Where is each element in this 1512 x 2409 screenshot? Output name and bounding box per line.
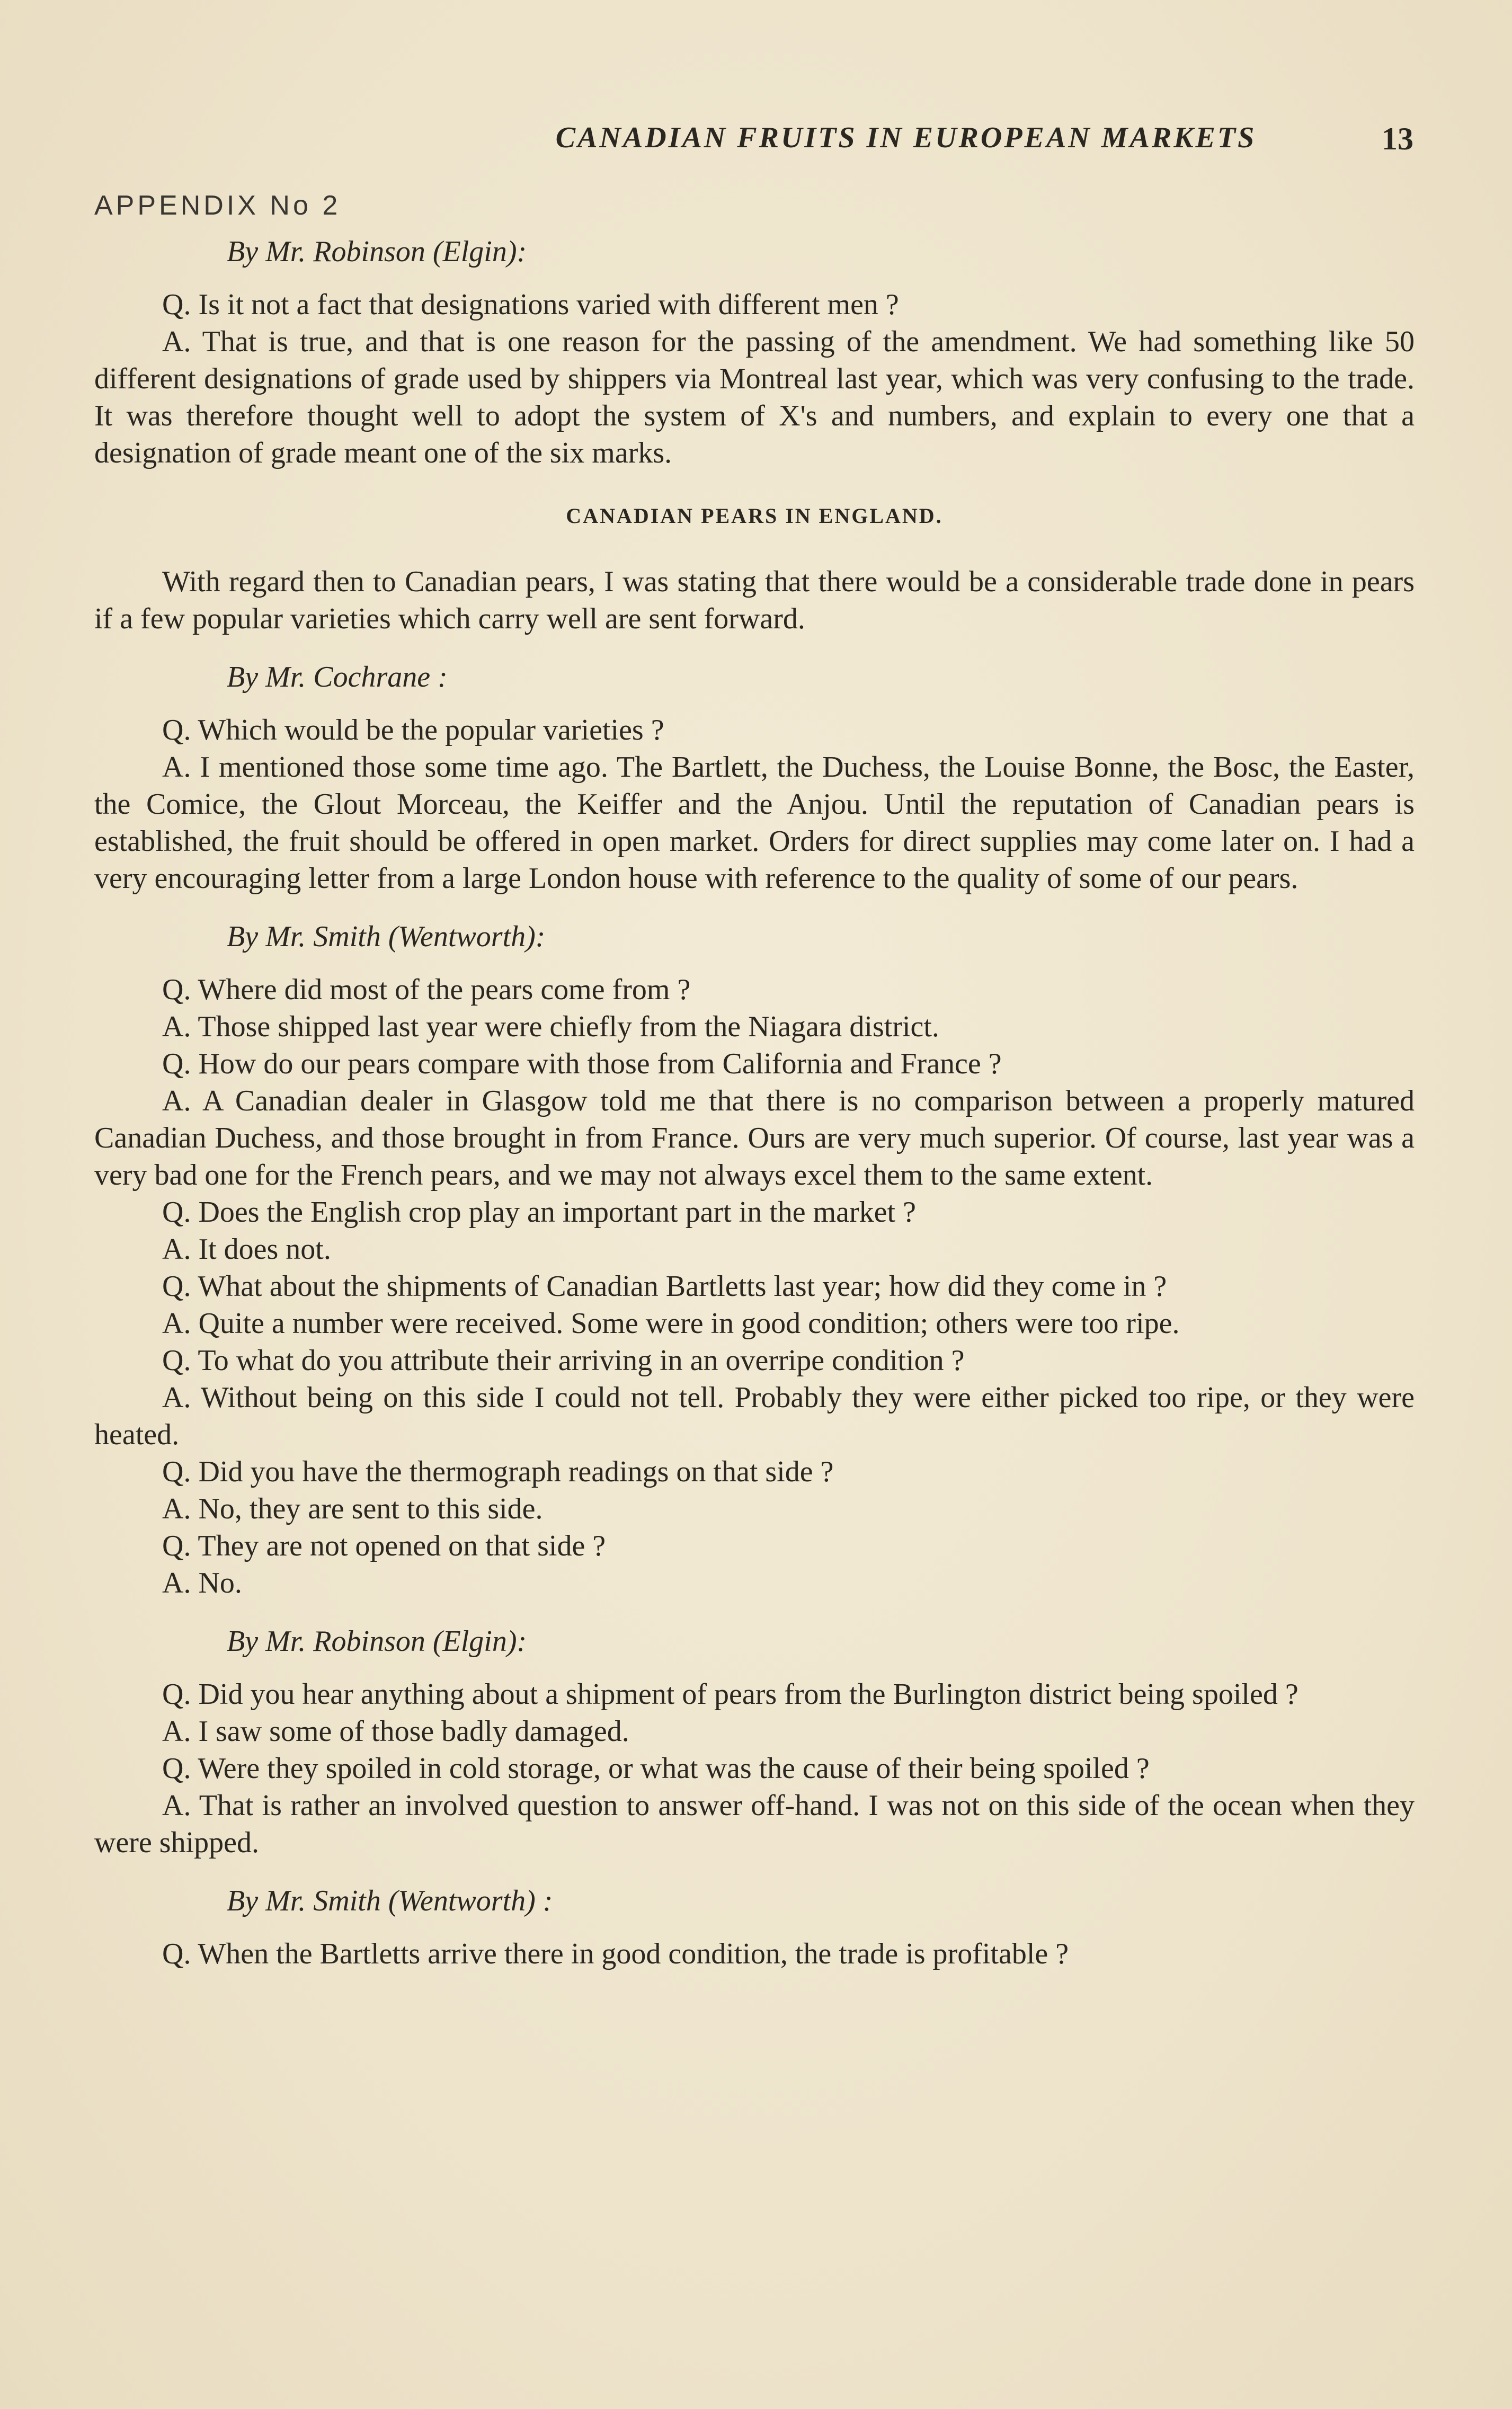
speaker-heading: By Mr. Smith (Wentworth):	[227, 920, 546, 953]
question-line: Q. Were they spoiled in cold storage, or what was the cause of their being spoiled ?	[162, 1752, 1150, 1785]
answer-line: A. No.	[162, 1567, 242, 1599]
speaker-heading: By Mr. Cochrane :	[227, 661, 448, 694]
question-line: Q. They are not opened on that side ?	[162, 1530, 606, 1562]
question-line: Q. When the Bartletts arrive there in good condition, the trade is profitable ?	[162, 1937, 1069, 1970]
answer-paragraph: A. That is true, and that is one reason for the passing of the amendment. We had something like 50 different designations of grade used by shippers via Montreal last year, which was very confusing to the trade. It was therefore thought well to adopt the system of X's and numbers, and explain to every one that a designation of grade meant one of the six marks.	[94, 325, 1415, 469]
speaker-heading: By Mr. Robinson (Elgin):	[227, 1625, 527, 1658]
answer-line: A. No, they are sent to this side.	[162, 1492, 543, 1525]
answer-line: A. It does not.	[162, 1233, 331, 1266]
answer-line: A. Those shipped last year were chiefly from the Niagara district.	[162, 1010, 939, 1043]
question-line: Q. Does the English crop play an important part in the market ?	[162, 1196, 916, 1229]
answer-paragraph: A. That is rather an involved question to answer off-hand. I was not on this side of the ocean when they were shipped.	[94, 1789, 1415, 1859]
question-line: Q. What about the shipments of Canadian Bartletts last year; how did they come in ?	[162, 1270, 1167, 1303]
question-line: Q. To what do you attribute their arriving in an overripe condition ?	[162, 1344, 965, 1377]
question-line: Q. How do our pears compare with those from California and France ?	[162, 1047, 1002, 1080]
answer-paragraph: A. A Canadian dealer in Glasgow told me that there is no comparison between a properly matured Canadian Duchess, and those brought in from France. Ours are very much superior. Of course, last year was a very bad one for the French pears, and we may not always excel them to the same extent.	[94, 1085, 1415, 1192]
question-line: Q. Did you have the thermograph readings on that side ?	[162, 1455, 834, 1488]
answer-line: A. I saw some of those badly damaged.	[162, 1715, 629, 1748]
speaker-heading: By Mr. Robinson (Elgin):	[227, 235, 527, 268]
page-number: 13	[1382, 121, 1413, 156]
answer-paragraph: A. Without being on this side I could not tell. Probably they were either picked too ripe, or they were heated.	[94, 1381, 1415, 1451]
question-line: Q. Where did most of the pears come from ?	[162, 973, 691, 1006]
question-line: Q. Did you hear anything about a shipment of pears from the Burlington district being spoiled ?	[162, 1678, 1298, 1711]
question-line: Q. Is it not a fact that designations varied with different men ?	[162, 288, 899, 321]
speaker-heading: By Mr. Smith (Wentworth) :	[227, 1884, 553, 1917]
section-heading: CANADIAN PEARS IN ENGLAND.	[566, 504, 943, 528]
narrative-paragraph: With regard then to Canadian pears, I was stating that there would be a considerable trade done in pears if a few popular varieties which carry well are sent forward.	[94, 565, 1415, 635]
answer-paragraph: A. I mentioned those some time ago. The Bartlett, the Duchess, the Louise Bonne, the Bosc, the Easter, the Comice, the Glout Morceau, the Keiffer and the Anjou. Until the reputation of Canadian pears is established, the fruit should be offered in open market. Orders for direct supplies may come later on. I had a very encouraging letter from a large London house with reference to the quality of some of our pears.	[94, 751, 1415, 895]
running-title: CANADIAN FRUITS IN EUROPEAN MARKETS	[555, 121, 1257, 154]
document-body	[94, 233, 1415, 1972]
question-line: Q. Which would be the popular varieties ?	[162, 714, 664, 746]
appendix-stamp: APPENDIX No 2	[94, 190, 341, 221]
answer-paragraph: A. Quite a number were received. Some were in good condition; others were too ripe.	[162, 1307, 1180, 1340]
